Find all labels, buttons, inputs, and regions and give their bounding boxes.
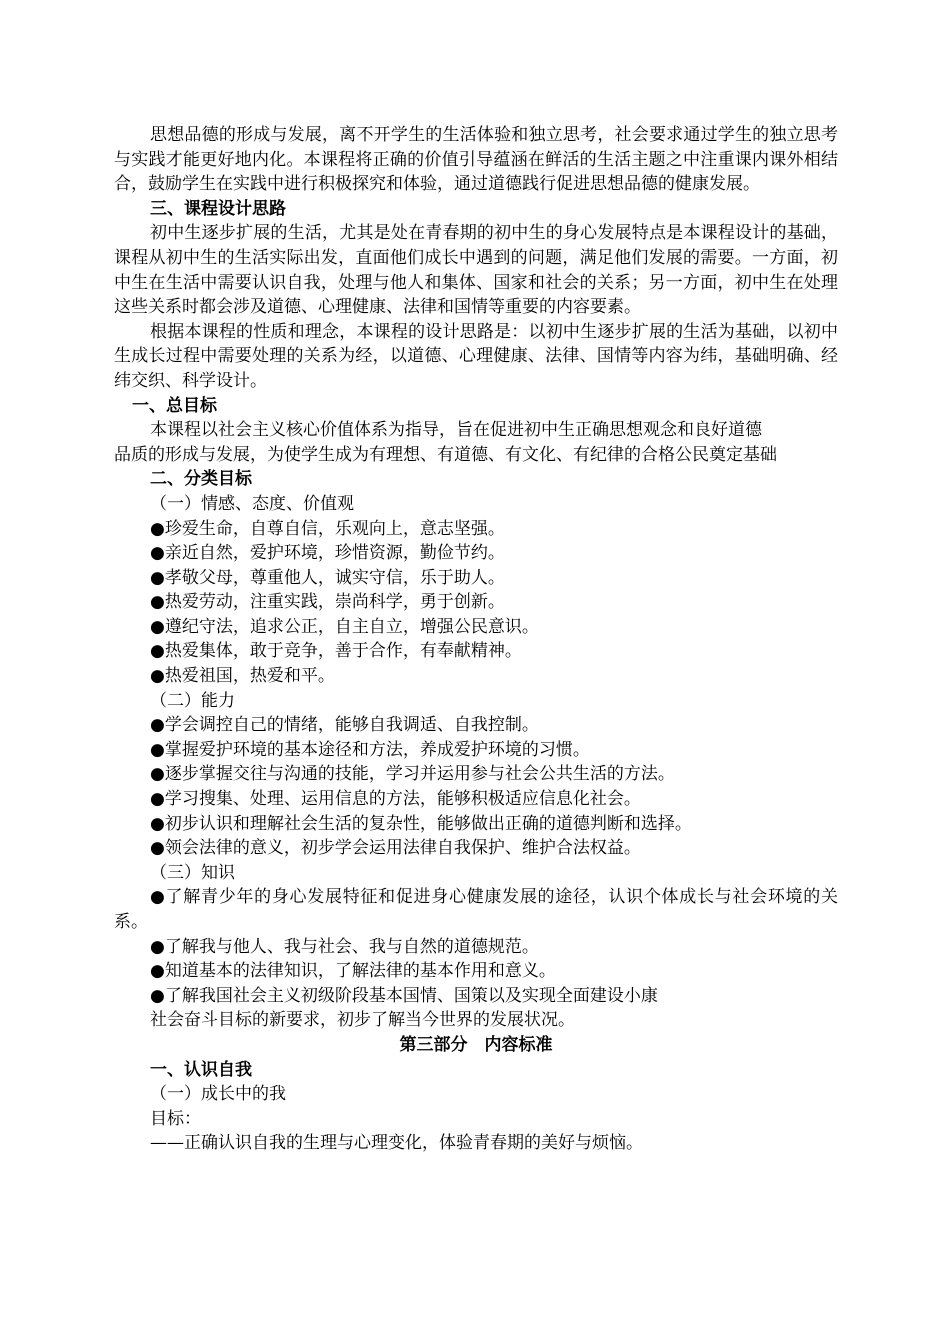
list-item: ●亲近自然，爱护环境，珍惜资源，勤俭节约。 [150,543,505,564]
category-goal-heading: 二、分类目标 [150,469,252,490]
part-three-title: 第三部分 内容标准 [399,1034,553,1055]
list-item: ●遵纪守法，追求公正，自主自立，增强公民意识。 [150,616,539,637]
design-paragraph-2: 根据本课程的性质和理念，本课程的设计思路是：以初中生逐步扩展的生活为基础，以初中生成长过程中需要处理的关系为经，以道德、心理健康、法律、国情等内容为纬，基础明确、经纬交织、科学设计。 [114,321,838,391]
list-item: ●孝敬父母，尊重他人，诚实守信，乐于助人。 [150,567,505,588]
target-label: 目标： [150,1108,201,1129]
list-item: ●热爱集体，敢于竞争，善于合作，有奉献精神。 [150,641,522,662]
list-item: ●学习搜集、处理、运用信息的方法，能够积极适应信息化社会。 [150,789,641,810]
document-body [114,123,838,1156]
list-item: ●掌握爱护环境的基本途径和方法，养成爱护环境的习惯。 [150,739,590,760]
intro-paragraph: 思想品德的形成与发展，离不开学生的生活体验和独立思考，社会要求通过学生的独立思考与实践才能更好地内化。本课程将正确的价值引导蕴涵在鲜活的生活主题之中注重课内课外相结合，鼓励学生在实践中进行积极探究和体验，通过道德践行促进思想品德的健康发展。 [114,125,838,195]
overall-goal-line-2: 品质的形成与发展，为使学生成为有理想、有道德、有文化、有纪律的合格公民奠定基础 [114,444,777,465]
list-item: ●了解我国社会主义初级阶段基本国情、国策以及实现全面建设小康 [150,985,658,1006]
design-paragraph-1: 初中生逐步扩展的生活，尤其是处在青春期的初中生的身心发展特点是本课程设计的基础，课程从初中生的生活实际出发，直面他们成长中遇到的问题，满足他们发展的需要。一方面，初中生在生活中需要认识自我，处理与他人和集体、国家和社会的关系；另一方面，初中生在处理这些关系时都会涉及道德、心理健康、法律和国情等重要的内容要素。 [114,223,838,318]
list-item: ●学会调控自己的情绪，能够自我调适、自我控制。 [150,715,539,736]
list-item: ●珍爱生命，自尊自信，乐观向上，意志坚强。 [150,518,505,539]
list-item: ●领会法律的意义，初步学会运用法律自我保护、维护合法权益。 [150,838,641,859]
list-item: ●初步认识和理解社会生活的复杂性，能够做出正确的道德判断和选择。 [150,813,692,834]
list-item: ●逐步掌握交往与沟通的技能，学习并运用参与社会公共生活的方法。 [150,764,675,785]
section-heading: 一、认识自我 [150,1059,252,1080]
list-item-continuation: 社会奋斗目标的新要求，初步了解当今世界的发展状况。 [150,1010,575,1031]
list-item: ●热爱劳动，注重实践，崇尚科学，勇于创新。 [150,592,505,613]
list-item: ●了解青少年的身心发展特征和促进身心健康发展的途径，认识个体成长与社会环境的关系。 [114,887,838,932]
knowledge-heading: （三）知识 [150,862,235,883]
list-item: ●了解我与他人、我与社会、我与自然的道德规范。 [150,936,539,957]
ability-heading: （二）能力 [150,690,235,711]
subsection-heading: （一）成长中的我 [150,1084,286,1105]
design-heading: 三、课程设计思路 [150,198,286,219]
target-item: ——正确认识自我的生理与心理变化，体验青春期的美好与烦恼。 [150,1133,643,1154]
emotion-heading: （一）情感、态度、价值观 [150,493,354,514]
overall-goal-heading: 一、总目标 [132,395,217,416]
list-item: ●知道基本的法律知识，了解法律的基本作用和意义。 [150,961,556,982]
overall-goal-line-1: 本课程以社会主义核心价值体系为指导，旨在促进初中生正确思想观念和良好道德 [150,420,762,441]
list-item: ●热爱祖国，热爱和平。 [150,666,335,687]
